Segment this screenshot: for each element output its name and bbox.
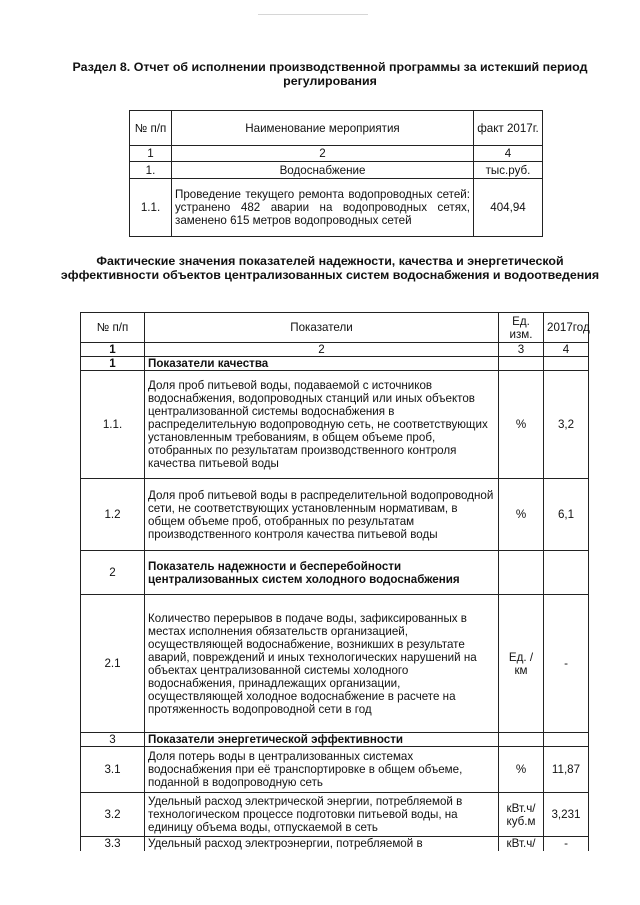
row-value — [544, 551, 589, 595]
row-name: Доля проб питьевой воды в распределительной водопроводной сети, не соответствующих установленным нормативам, в общем объеме проб, отобранных по результатам производственного контроля качества питьевой воды — [145, 479, 499, 551]
table-row — [130, 179, 543, 237]
row-num: 2.1 — [81, 595, 145, 733]
table-row — [81, 793, 589, 837]
col-header-num: № п/п — [130, 111, 172, 146]
row-num: 1.2 — [81, 479, 145, 551]
row-name: Показатель надежности и бесперебойности централизованных систем холодного водоснабжения — [145, 551, 499, 595]
index-cell: 2 — [172, 146, 474, 162]
row-num: 1.1. — [130, 179, 172, 237]
row-value — [544, 357, 589, 371]
row-value: 3,2 — [544, 371, 589, 479]
index-cell: 2 — [145, 343, 499, 357]
row-unit: кВт.ч/ куб.м — [499, 793, 544, 837]
col-header-name: Наименование мероприятия — [172, 111, 474, 146]
row-num: 3 — [81, 733, 145, 747]
table-section-row — [81, 551, 589, 595]
section8-title: Раздел 8. Отчет об исполнении производственной программы за истекший период регулирования — [72, 60, 588, 88]
row-value: 6,1 — [544, 479, 589, 551]
row-unit: % — [499, 371, 544, 479]
row-unit — [499, 551, 544, 595]
col-header-num: № п/п — [81, 313, 145, 343]
row-value: 11,87 — [544, 747, 589, 793]
row-unit: кВт.ч/ — [499, 837, 544, 851]
row-unit — [499, 357, 544, 371]
table-row — [81, 479, 589, 551]
row-num: 3.3 — [81, 837, 145, 851]
row-unit: Ед. / км — [499, 595, 544, 733]
row-name: Доля проб питьевой воды, подаваемой с источников водоснабжения, водопроводных станций или иных объектов централизованной системы водоснабжения в распределительную водопроводную сеть, не соответствующих установленным требованиям, в общем объеме проб, отобранных по результатам производственного контроля качества питьевой воды — [145, 371, 499, 479]
row-name: Доля потерь воды в централизованных системах водоснабжения при её транспортировке в общем объеме, поданной в водопроводную сеть — [145, 747, 499, 793]
table-section-row — [81, 357, 589, 371]
row-name: Проведение текущего ремонта водопроводных сетей: устранено 482 аварии на водопроводных сетях, заменено 615 метров водопроводных сетей — [172, 179, 474, 237]
row-num: 1. — [130, 162, 172, 179]
row-num: 1.1. — [81, 371, 145, 479]
col-header-indicator: Показатели — [145, 313, 499, 343]
table-row — [81, 837, 589, 851]
row-unit — [499, 733, 544, 747]
index-cell: 4 — [544, 343, 589, 357]
index-cell: 3 — [499, 343, 544, 357]
table-index-row — [81, 343, 589, 357]
table-header-row — [81, 313, 589, 343]
row-unit: % — [499, 479, 544, 551]
row-name: Количество перерывов в подаче воды, зафиксированных в местах исполнения обязательств организацией, осуществляющей водоснабжение, возникших в результате аварий, повреждений и иных технологических нарушений на объектах централизованной системы холодного водоснабжения, принадлежащих организации, осуществляющей холодное водоснабжение в расчете на протяженность водопроводной сети в год — [145, 595, 499, 733]
table-header-row — [130, 111, 543, 146]
row-unit: % — [499, 747, 544, 793]
row-num: 1 — [81, 357, 145, 371]
col-header-fact: факт 2017г. — [474, 111, 543, 146]
row-value: - — [544, 837, 589, 851]
row-name: Водоснабжение — [172, 162, 474, 179]
col-header-unit: Ед. изм. — [499, 313, 544, 343]
indicators-table — [80, 312, 589, 851]
table-row — [130, 162, 543, 179]
table-index-row — [130, 146, 543, 162]
col-header-year: 2017год — [544, 313, 589, 343]
indicators-title: Фактические значения показателей надежности, качества и энергетической эффективности объектов централизованных систем водоснабжения и водоотведения — [60, 254, 600, 282]
row-value: 3,231 — [544, 793, 589, 837]
table-row — [81, 747, 589, 793]
row-name: Удельный расход электроэнергии, потребляемой в — [145, 837, 499, 851]
section8-table — [129, 110, 543, 237]
table-row — [81, 595, 589, 733]
row-name: Показатели качества — [145, 357, 499, 371]
row-value: тыс.руб. — [474, 162, 543, 179]
row-value: 404,94 — [474, 179, 543, 237]
table-row — [81, 371, 589, 479]
row-name: Удельный расход электрической энергии, потребляемой в технологическом процессе подготовки питьевой воды, на единицу объема воды, отпускаемой в сеть — [145, 793, 499, 837]
row-num: 3.2 — [81, 793, 145, 837]
index-cell: 1 — [130, 146, 172, 162]
row-num: 3.1 — [81, 747, 145, 793]
row-name: Показатели энергетической эффективности — [145, 733, 499, 747]
row-value — [544, 733, 589, 747]
row-num: 2 — [81, 551, 145, 595]
index-cell: 1 — [81, 343, 145, 357]
table-section-row — [81, 733, 589, 747]
scan-line — [258, 14, 368, 15]
row-value: - — [544, 595, 589, 733]
index-cell: 4 — [474, 146, 543, 162]
